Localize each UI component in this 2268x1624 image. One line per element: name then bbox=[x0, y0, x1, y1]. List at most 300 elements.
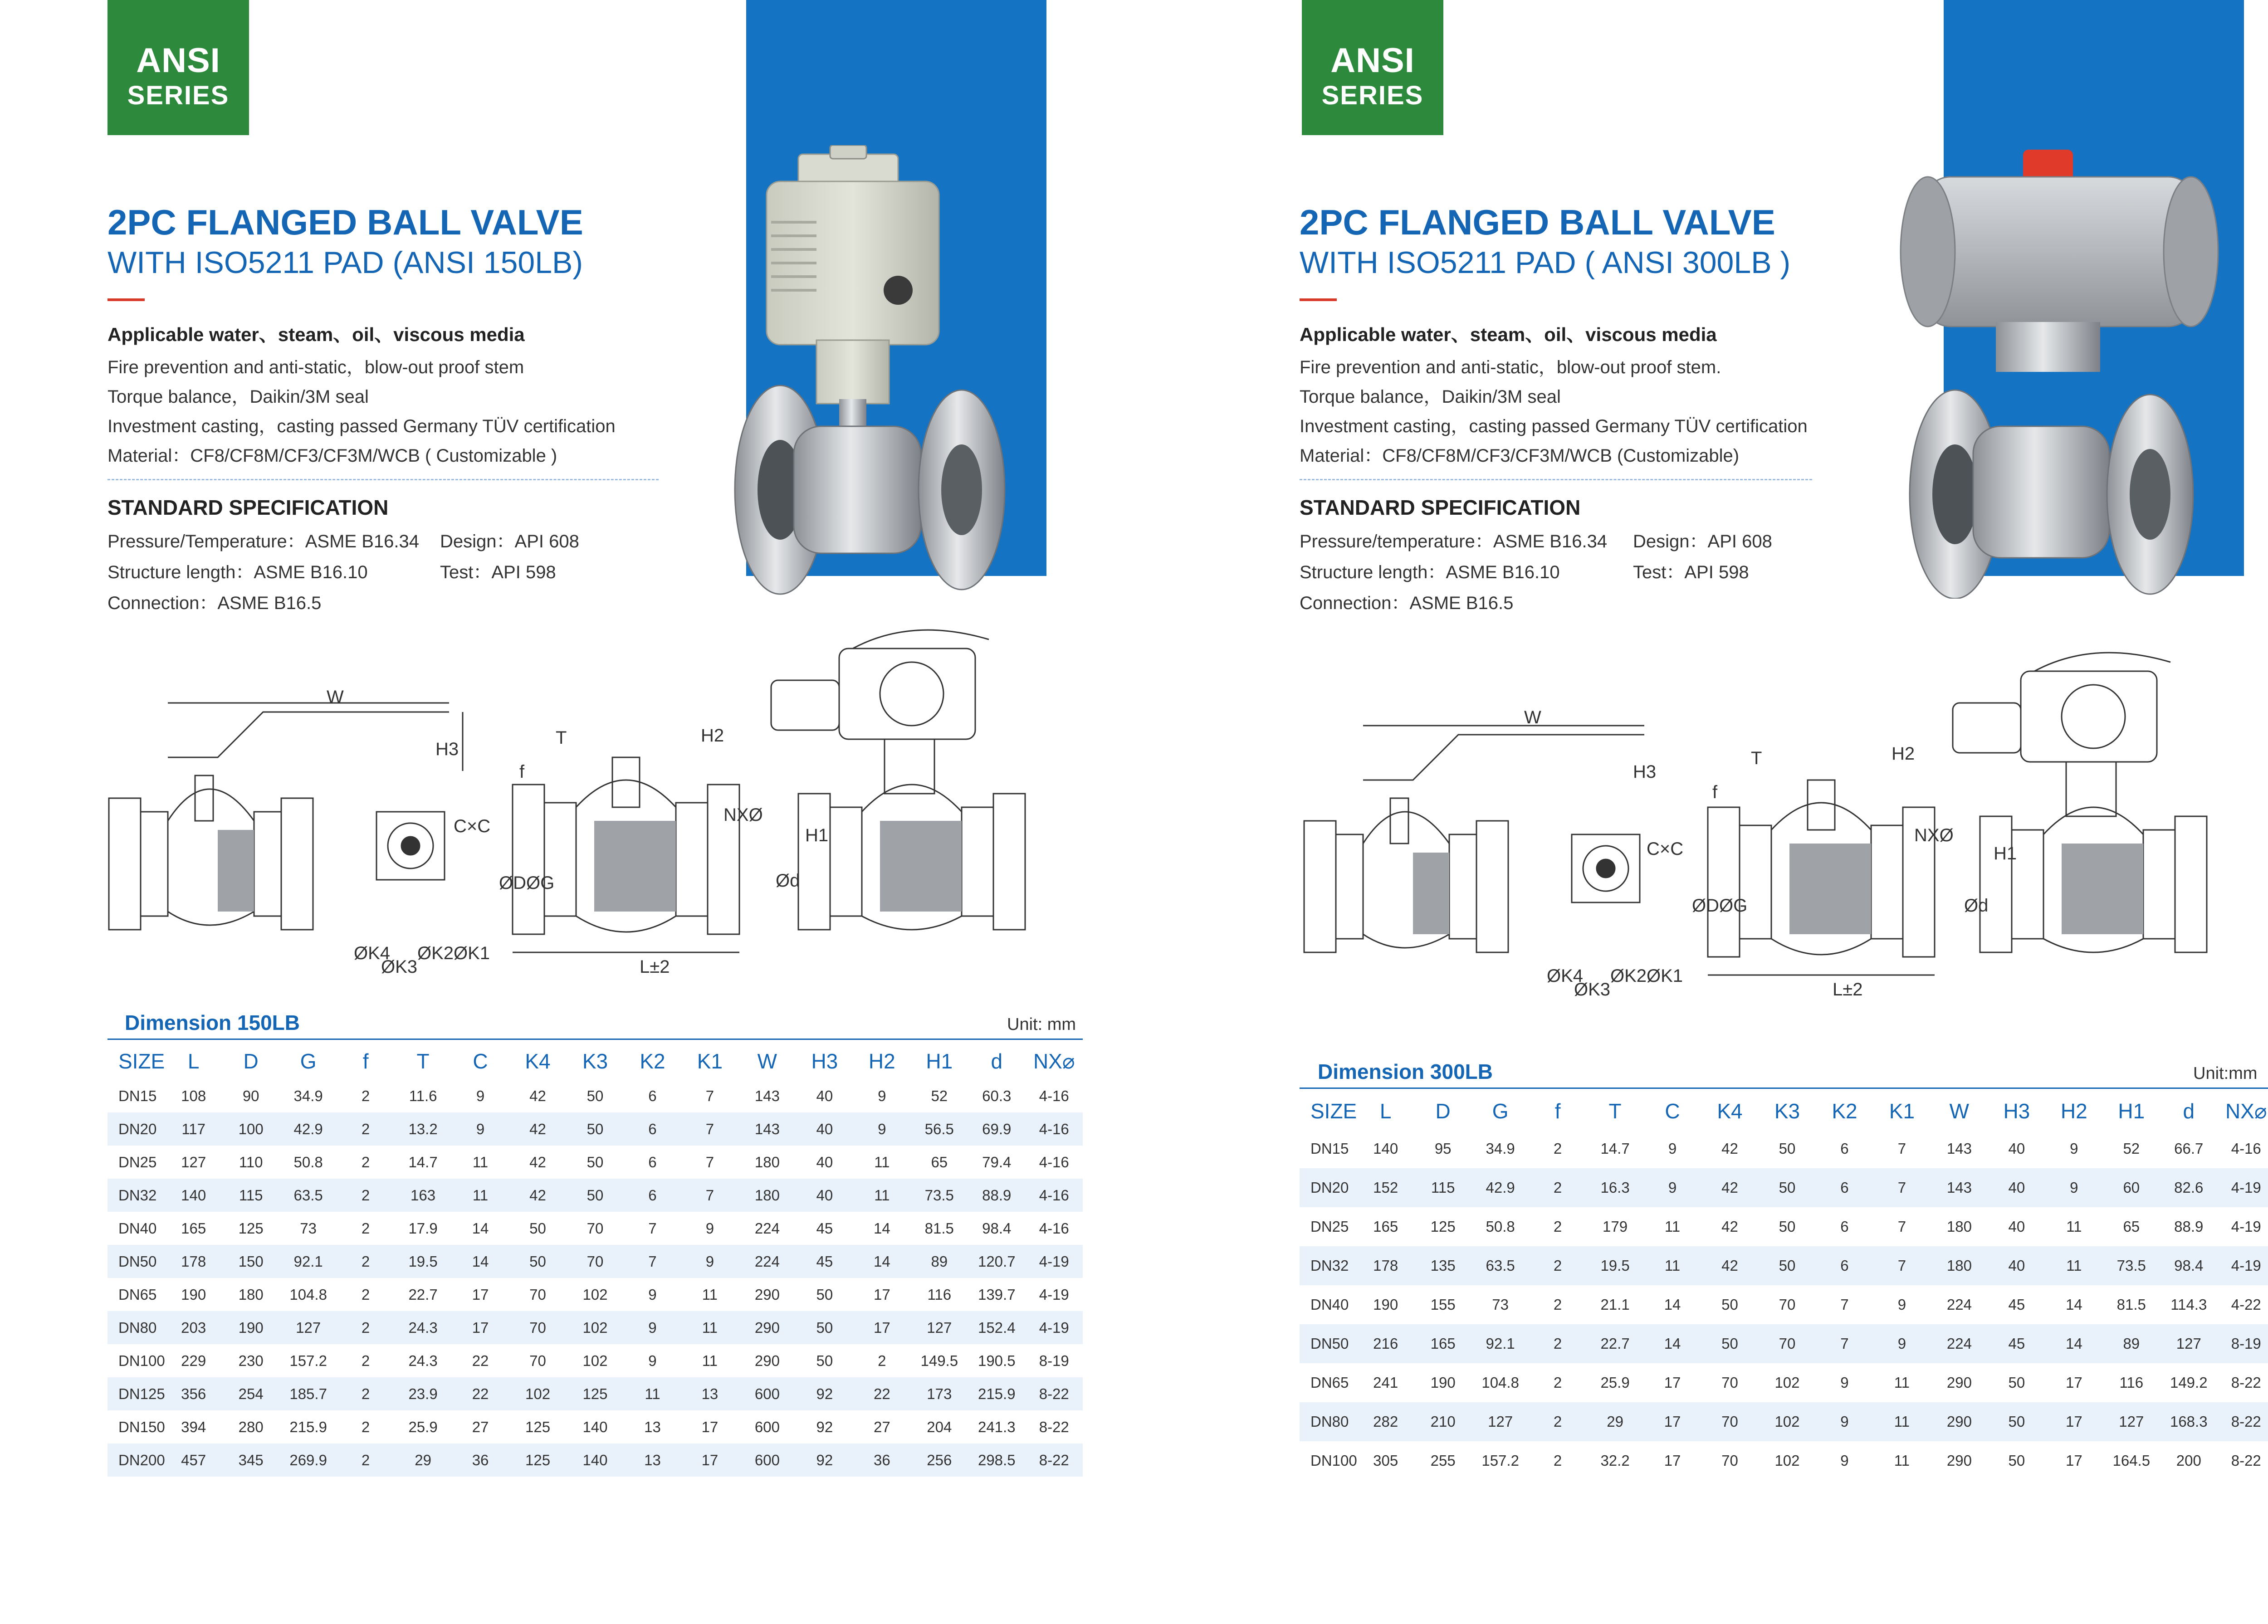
table-cell: 143 bbox=[754, 1087, 780, 1104]
table-cell: 63.5 bbox=[279, 1179, 337, 1212]
table-cell: 50 bbox=[529, 1219, 546, 1237]
table-cell: 50 bbox=[816, 1352, 833, 1369]
table-cell: DN65 bbox=[118, 1286, 157, 1303]
column-header: K2 bbox=[640, 1049, 665, 1073]
table-cell: 79.4 bbox=[982, 1153, 1012, 1170]
table-cell: 241.3 bbox=[978, 1418, 1016, 1435]
table-cell: 19.5 bbox=[394, 1245, 451, 1278]
table-cell: 9 bbox=[681, 1245, 738, 1278]
iso-pad-drawing bbox=[376, 812, 445, 880]
table-cell: 81.5 bbox=[924, 1219, 954, 1237]
table-row bbox=[1300, 1168, 2268, 1207]
table-cell: 73.5 bbox=[911, 1179, 968, 1212]
table-cell: 50 bbox=[1779, 1140, 1796, 1157]
table-cell: 4-19 bbox=[2218, 1168, 2268, 1207]
table-cell: 8-22 bbox=[1039, 1418, 1069, 1435]
table-cell: 2 bbox=[337, 1444, 394, 1477]
table-cell: 6 bbox=[1840, 1218, 1849, 1235]
table-cell: 165 bbox=[1373, 1218, 1398, 1235]
table-cell: 40 bbox=[2008, 1140, 2025, 1157]
table-cell: 56.5 bbox=[911, 1112, 968, 1146]
table-cell: 50 bbox=[587, 1087, 604, 1104]
table-cell: 255 bbox=[1430, 1452, 1456, 1469]
table-cell: 17 bbox=[2065, 1452, 2082, 1469]
drawing-label: NXØ bbox=[1914, 825, 1954, 845]
table-row bbox=[1300, 1285, 2268, 1324]
table-cell: 6 bbox=[648, 1153, 657, 1170]
table-cell: 256 bbox=[911, 1444, 968, 1477]
spec-test: Test：API 598 bbox=[440, 562, 556, 582]
table-cell: 4-16 bbox=[2231, 1140, 2261, 1157]
table-cell: 19.5 bbox=[1586, 1246, 1643, 1285]
table-cell: 98.4 bbox=[982, 1219, 1012, 1237]
electric-actuator-valve-photo bbox=[726, 145, 1052, 599]
table-cell: 14 bbox=[1664, 1296, 1681, 1313]
table-cell: 190 bbox=[181, 1286, 206, 1303]
catalog-page-300lb bbox=[1188, 0, 2268, 1624]
table-cell: 42.9 bbox=[279, 1112, 337, 1146]
table-cell: 14 bbox=[472, 1219, 489, 1237]
table-cell: 17 bbox=[472, 1286, 489, 1303]
table-cell: 11 bbox=[472, 1153, 489, 1170]
column-header: H3 bbox=[811, 1049, 838, 1073]
badge-line2: SERIES bbox=[127, 81, 230, 110]
table-cell: 11 bbox=[1894, 1452, 1910, 1469]
product-title: 2PC FLANGED BALL VALVE bbox=[108, 202, 583, 242]
table-cell: 180 bbox=[738, 1179, 796, 1212]
table-cell: 190.5 bbox=[978, 1352, 1016, 1369]
manual-valve-drawing bbox=[1304, 726, 1644, 952]
table-cell: 180 bbox=[1931, 1246, 1988, 1285]
table-cell: 17 bbox=[1644, 1402, 1701, 1441]
table-cell: 45 bbox=[2008, 1296, 2025, 1313]
table-cell: DN20 bbox=[1300, 1168, 1357, 1207]
table-cell: 157.2 bbox=[289, 1352, 327, 1369]
table-cell: 9 bbox=[624, 1311, 681, 1344]
table-cell: 92 bbox=[796, 1377, 853, 1410]
iso-pad-drawing bbox=[1572, 834, 1640, 902]
table-cell: 4-16 bbox=[1026, 1179, 1083, 1212]
table-cell: 40 bbox=[816, 1087, 833, 1104]
table-cell: 50 bbox=[1759, 1168, 1816, 1207]
table-cell: 127 bbox=[181, 1153, 206, 1170]
table-cell: 70 bbox=[1779, 1296, 1796, 1313]
table-cell: 42 bbox=[1701, 1246, 1758, 1285]
technical-drawing bbox=[104, 621, 1102, 1002]
table-cell: 27 bbox=[873, 1418, 890, 1435]
column-header: NX⌀ bbox=[1033, 1049, 1075, 1073]
table-cell: 241 bbox=[1373, 1374, 1398, 1391]
table-cell: 17 bbox=[2045, 1402, 2102, 1441]
table-cell: DN125 bbox=[108, 1377, 165, 1410]
table-row bbox=[1300, 1246, 2268, 1285]
table-cell: 22.7 bbox=[408, 1286, 438, 1303]
table-cell: 102 bbox=[582, 1352, 608, 1369]
table-cell: 149.2 bbox=[2170, 1374, 2208, 1391]
drawing-label: ØD bbox=[1692, 896, 1719, 916]
table-cell: 9 bbox=[1873, 1324, 1931, 1363]
table-cell: 42.9 bbox=[1471, 1168, 1529, 1207]
table-cell: 14.7 bbox=[408, 1153, 438, 1170]
table-cell: 9 bbox=[648, 1286, 657, 1303]
drawing-label: C×C bbox=[454, 816, 491, 836]
table-cell: 6 bbox=[624, 1112, 681, 1146]
table-cell: 102 bbox=[1774, 1452, 1800, 1469]
table-cell: 9 bbox=[2045, 1168, 2102, 1207]
table-cell: 88.9 bbox=[968, 1179, 1025, 1212]
drawing-label: f bbox=[1712, 782, 1718, 802]
table-cell: 11 bbox=[853, 1179, 910, 1212]
table-cell: 88.9 bbox=[2174, 1218, 2204, 1235]
drawing-label: f bbox=[519, 762, 525, 782]
table-cell: 6 bbox=[1816, 1168, 1873, 1207]
table-cell: 190 bbox=[1430, 1374, 1456, 1391]
table-cell: 6 bbox=[648, 1087, 657, 1104]
drawing-label: ØK2 bbox=[417, 943, 454, 963]
table-cell: 149.5 bbox=[920, 1352, 958, 1369]
column-header: H1 bbox=[926, 1049, 953, 1073]
table-cell: DN200 bbox=[108, 1444, 165, 1477]
table-cell: 82.6 bbox=[2160, 1168, 2217, 1207]
table-cell: 203 bbox=[165, 1311, 222, 1344]
drawing-label: NXØ bbox=[723, 805, 763, 825]
spec-pressure: Pressure/temperature：ASME B16.34 bbox=[1300, 532, 1608, 551]
table-cell: DN40 bbox=[118, 1219, 157, 1237]
column-header: K1 bbox=[1889, 1099, 1915, 1123]
column-header: d bbox=[991, 1049, 1003, 1073]
table-cell: 70 bbox=[587, 1219, 604, 1237]
table-cell: 8-22 bbox=[2231, 1374, 2261, 1391]
drawing-label: Ød bbox=[776, 871, 800, 891]
table-cell: 152 bbox=[1357, 1168, 1414, 1207]
column-header: G bbox=[300, 1049, 317, 1073]
table-row bbox=[1300, 1129, 2268, 1168]
table-cell: 42 bbox=[1721, 1218, 1738, 1235]
table-cell: 11 bbox=[452, 1179, 509, 1212]
table-cell: DN65 bbox=[1310, 1374, 1349, 1391]
table-cell: 14 bbox=[2065, 1296, 2082, 1313]
table-cell: 117 bbox=[165, 1112, 222, 1146]
table-row bbox=[1300, 1441, 2268, 1480]
table-cell: 2 bbox=[337, 1377, 394, 1410]
table-cell: 40 bbox=[1988, 1246, 2045, 1285]
drawing-label: L±2 bbox=[640, 957, 670, 977]
table-cell: 60.3 bbox=[982, 1087, 1012, 1104]
table-cell: 50 bbox=[1988, 1402, 2045, 1441]
table-cell: DN15 bbox=[118, 1087, 157, 1104]
table-cell: DN80 bbox=[108, 1311, 165, 1344]
table-cell: 36 bbox=[452, 1444, 509, 1477]
table-cell: 125 bbox=[525, 1418, 551, 1435]
table-cell: 7 bbox=[1897, 1140, 1906, 1157]
table-cell: 14.7 bbox=[1600, 1140, 1630, 1157]
table-cell: 269.9 bbox=[279, 1444, 337, 1477]
drawing-label: H2 bbox=[701, 726, 724, 746]
table-cell: DN25 bbox=[118, 1153, 157, 1170]
table-cell: 70 bbox=[509, 1311, 566, 1344]
table-cell: 110 bbox=[239, 1153, 263, 1170]
manual-valve-drawing bbox=[109, 703, 463, 930]
table-cell: 69.9 bbox=[968, 1112, 1025, 1146]
table-cell: 127 bbox=[2160, 1324, 2217, 1363]
table-cell: 9 bbox=[2070, 1140, 2078, 1157]
table-cell: 7 bbox=[681, 1179, 738, 1212]
drawing-label: Ød bbox=[1964, 896, 1989, 916]
product-title: 2PC FLANGED BALL VALVE bbox=[1300, 202, 1775, 242]
column-header: D bbox=[243, 1049, 259, 1073]
dimension-title: Dimension 150LB bbox=[125, 1011, 300, 1034]
table-cell: 8-19 bbox=[1039, 1352, 1069, 1369]
table-cell: 165 bbox=[1414, 1324, 1471, 1363]
table-cell: 185.7 bbox=[279, 1377, 337, 1410]
table-cell: 7 bbox=[705, 1087, 714, 1104]
title-underline bbox=[108, 298, 145, 301]
column-header: W bbox=[1949, 1099, 1970, 1123]
column-header: C bbox=[473, 1049, 488, 1073]
table-cell: 66.7 bbox=[2174, 1140, 2204, 1157]
table-cell: 17 bbox=[853, 1311, 910, 1344]
table-cell: 42 bbox=[1701, 1168, 1758, 1207]
table-cell: 70 bbox=[567, 1245, 624, 1278]
table-cell: 345 bbox=[222, 1444, 279, 1477]
table-cell: 173 bbox=[911, 1377, 968, 1410]
unit-label: Unit: mm bbox=[1007, 1015, 1076, 1034]
table-cell: 14 bbox=[452, 1245, 509, 1278]
table-cell: 163 bbox=[394, 1179, 451, 1212]
drawing-label: T bbox=[556, 728, 567, 748]
table-cell: 17 bbox=[2065, 1374, 2082, 1391]
table-cell: 254 bbox=[222, 1377, 279, 1410]
table-cell: 11.6 bbox=[409, 1087, 437, 1104]
spec-heading: STANDARD SPECIFICATION bbox=[108, 496, 389, 519]
column-header: T bbox=[1608, 1099, 1622, 1123]
column-header: K4 bbox=[1717, 1099, 1743, 1123]
table-cell: 95 bbox=[1434, 1140, 1452, 1157]
table-cell: 60 bbox=[2103, 1168, 2160, 1207]
table-cell: 6 bbox=[1816, 1246, 1873, 1285]
drawing-label: ØK3 bbox=[1574, 980, 1611, 1000]
table-cell: 50 bbox=[1779, 1218, 1796, 1235]
table-cell: 25.9 bbox=[1600, 1374, 1630, 1391]
table-cell: 42 bbox=[529, 1153, 546, 1170]
table-cell: 92 bbox=[816, 1418, 833, 1435]
table-cell: 2 bbox=[337, 1179, 394, 1212]
table-row bbox=[108, 1179, 1083, 1212]
table-cell: 65 bbox=[2123, 1218, 2140, 1235]
table-cell: 7 bbox=[1840, 1296, 1849, 1313]
table-cell: 8-22 bbox=[2218, 1402, 2268, 1441]
table-cell: 104.8 bbox=[289, 1286, 327, 1303]
table-cell: 50 bbox=[567, 1112, 624, 1146]
table-cell: 140 bbox=[1373, 1140, 1398, 1157]
table-cell: 178 bbox=[165, 1245, 222, 1278]
table-cell: 70 bbox=[1721, 1374, 1738, 1391]
table-cell: 11 bbox=[702, 1352, 718, 1369]
table-cell: 70 bbox=[529, 1352, 546, 1369]
table-cell: 127 bbox=[2103, 1402, 2160, 1441]
table-cell: 50 bbox=[816, 1286, 833, 1303]
table-cell: 178 bbox=[1357, 1246, 1414, 1285]
section-view-drawing bbox=[513, 757, 739, 952]
table-cell: 140 bbox=[567, 1444, 624, 1477]
drawing-label: ØK2 bbox=[1610, 966, 1647, 986]
table-cell: 224 bbox=[738, 1245, 796, 1278]
table-cell: DN25 bbox=[1310, 1218, 1349, 1235]
drawing-label: C×C bbox=[1647, 839, 1684, 859]
table-row bbox=[108, 1311, 1083, 1344]
table-cell: 180 bbox=[1946, 1218, 1972, 1235]
table-cell: 290 bbox=[754, 1352, 780, 1369]
table-cell: 280 bbox=[238, 1418, 264, 1435]
table-cell: 6 bbox=[1840, 1140, 1849, 1157]
table-cell: 11 bbox=[2066, 1218, 2082, 1235]
table-cell: DN50 bbox=[108, 1245, 165, 1278]
table-cell: DN100 bbox=[1310, 1452, 1357, 1469]
drawing-label: T bbox=[1751, 748, 1762, 768]
table-cell: 6 bbox=[624, 1179, 681, 1212]
ansi-series-badge bbox=[108, 0, 249, 135]
table-cell: 600 bbox=[738, 1377, 796, 1410]
drawing-label: ØK1 bbox=[1647, 966, 1683, 986]
table-cell: 70 bbox=[1721, 1452, 1738, 1469]
table-cell: 164.5 bbox=[2112, 1452, 2151, 1469]
table-cell: 11 bbox=[1644, 1246, 1701, 1285]
table-cell: 143 bbox=[738, 1112, 796, 1146]
dimension-title: Dimension 300LB bbox=[1318, 1060, 1493, 1083]
table-cell: 29 bbox=[394, 1444, 451, 1477]
table-cell: 98.4 bbox=[2160, 1246, 2217, 1285]
table-cell: 17 bbox=[1664, 1452, 1681, 1469]
drawing-label: H3 bbox=[435, 739, 459, 759]
table-cell: 127 bbox=[279, 1311, 337, 1344]
feature-item: Torque balance，Daikin/3M seal bbox=[108, 387, 369, 407]
table-cell: 224 bbox=[754, 1219, 780, 1237]
table-cell: 600 bbox=[738, 1444, 796, 1477]
column-header: H2 bbox=[868, 1049, 895, 1073]
table-cell: 102 bbox=[1774, 1374, 1800, 1391]
table-cell: 7 bbox=[681, 1112, 738, 1146]
table-cell: 25.9 bbox=[408, 1418, 438, 1435]
drawing-label: H3 bbox=[1633, 762, 1657, 782]
column-header: K3 bbox=[1774, 1099, 1800, 1123]
table-cell: 2 bbox=[337, 1311, 394, 1344]
table-cell: 155 bbox=[1430, 1296, 1456, 1313]
table-row bbox=[108, 1212, 1083, 1245]
table-cell: 21.1 bbox=[1600, 1296, 1630, 1313]
spec-structure: Structure length：ASME B16.10 bbox=[108, 562, 368, 582]
table-cell: 190 bbox=[222, 1311, 279, 1344]
table-cell: 50 bbox=[509, 1245, 566, 1278]
table-cell: 104.8 bbox=[1481, 1374, 1519, 1391]
table-cell: 127 bbox=[911, 1311, 968, 1344]
table-cell: 29 bbox=[1586, 1402, 1643, 1441]
drawing-label: ØK4 bbox=[1547, 966, 1584, 986]
table-cell: 4-16 bbox=[1039, 1087, 1069, 1104]
table-cell: 2 bbox=[1529, 1324, 1586, 1363]
table-cell: 40 bbox=[1988, 1168, 2045, 1207]
table-cell: 22.7 bbox=[1586, 1324, 1643, 1363]
table-cell: 22 bbox=[853, 1377, 910, 1410]
table-row bbox=[108, 1444, 1083, 1477]
spec-pressure: Pressure/Temperature：ASME B16.34 bbox=[108, 532, 419, 551]
badge-line2: SERIES bbox=[1321, 81, 1424, 110]
drawing-label: H2 bbox=[1892, 744, 1915, 764]
table-row bbox=[108, 1344, 1083, 1377]
table-cell: 9 bbox=[853, 1112, 910, 1146]
table-cell: 81.5 bbox=[2116, 1296, 2146, 1313]
column-header: f bbox=[362, 1049, 369, 1073]
table-cell: 2 bbox=[1553, 1140, 1562, 1157]
table-cell: 125 bbox=[238, 1219, 264, 1237]
column-header: K2 bbox=[1832, 1099, 1857, 1123]
table-cell: 40 bbox=[796, 1179, 853, 1212]
table-cell: 224 bbox=[1931, 1324, 1988, 1363]
table-cell: 180 bbox=[238, 1286, 264, 1303]
table-cell: 50 bbox=[587, 1153, 604, 1170]
table-cell: 11 bbox=[681, 1311, 738, 1344]
table-cell: 11 bbox=[1664, 1218, 1681, 1235]
table-cell: 9 bbox=[476, 1087, 485, 1104]
table-cell: 11 bbox=[702, 1286, 718, 1303]
table-cell: 600 bbox=[754, 1418, 780, 1435]
table-cell: 215.9 bbox=[289, 1418, 327, 1435]
table-cell: 290 bbox=[738, 1311, 796, 1344]
table-cell: 17 bbox=[681, 1444, 738, 1477]
table-cell: 92 bbox=[796, 1444, 853, 1477]
table-cell: 9 bbox=[1668, 1140, 1677, 1157]
product-subtitle: WITH ISO5211 PAD (ANSI 150LB) bbox=[108, 245, 583, 280]
table-cell: 7 bbox=[624, 1245, 681, 1278]
drawing-label: ØK4 bbox=[354, 943, 391, 963]
table-cell: 50 bbox=[796, 1311, 853, 1344]
table-cell: 4-19 bbox=[2231, 1218, 2261, 1235]
table-cell: 8-22 bbox=[1026, 1444, 1083, 1477]
table-cell: 224 bbox=[1946, 1296, 1972, 1313]
table-row bbox=[1300, 1324, 2268, 1363]
table-cell: 290 bbox=[754, 1286, 780, 1303]
table-cell: 7 bbox=[1897, 1218, 1906, 1235]
table-cell: 7 bbox=[648, 1219, 657, 1237]
table-row bbox=[1300, 1363, 2268, 1402]
table-cell: 190 bbox=[1373, 1296, 1398, 1313]
spec-design: Design：API 608 bbox=[440, 532, 579, 551]
table-cell: 135 bbox=[1414, 1246, 1471, 1285]
column-header: SIZE bbox=[1310, 1099, 1357, 1123]
table-cell: 17 bbox=[452, 1311, 509, 1344]
table-cell: 70 bbox=[1759, 1324, 1816, 1363]
column-header: W bbox=[757, 1049, 777, 1073]
table-cell: 2 bbox=[1553, 1218, 1562, 1235]
table-cell: 22 bbox=[452, 1377, 509, 1410]
table-cell: 70 bbox=[1701, 1402, 1758, 1441]
spec-design: Design：API 608 bbox=[1633, 532, 1772, 551]
table-cell: 42 bbox=[1721, 1140, 1738, 1157]
drawing-label: ØD bbox=[499, 873, 526, 893]
column-header: K4 bbox=[525, 1049, 551, 1073]
table-cell: 2 bbox=[361, 1418, 370, 1435]
table-row bbox=[108, 1079, 1083, 1112]
table-cell: 50 bbox=[1701, 1324, 1758, 1363]
table-cell: 2 bbox=[361, 1153, 370, 1170]
spec-connection: Connection：ASME B16.5 bbox=[1300, 593, 1514, 613]
table-cell: 143 bbox=[1931, 1168, 1988, 1207]
badge-line1: ANSI bbox=[136, 41, 220, 80]
table-cell: 9 bbox=[648, 1352, 657, 1369]
table-cell: 282 bbox=[1357, 1402, 1414, 1441]
table-cell: 73 bbox=[1492, 1296, 1509, 1313]
table-cell: 27 bbox=[472, 1418, 489, 1435]
table-cell: 116 bbox=[927, 1286, 952, 1303]
